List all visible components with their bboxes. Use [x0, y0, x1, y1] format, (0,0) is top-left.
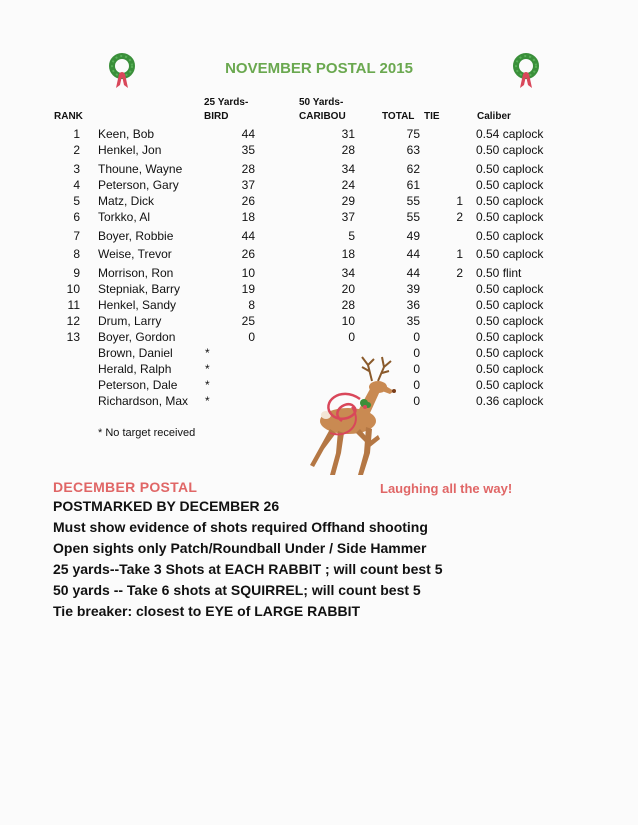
name-cell: Boyer, Robbie: [98, 229, 174, 243]
total-cell: 44: [406, 247, 420, 261]
caribou-score-cell: 31: [341, 127, 355, 141]
total-cell: 62: [406, 162, 420, 176]
rule-line-1: POSTMARKED BY DECEMBER 26: [53, 498, 280, 514]
total-cell: 0: [413, 362, 420, 376]
bird-score-cell: 37: [241, 178, 255, 192]
caliber-cell: 0.50 caplock: [476, 314, 544, 328]
total-cell: 39: [406, 282, 420, 296]
name-cell: Weise, Trevor: [98, 247, 172, 261]
rank-cell: 11: [67, 298, 80, 312]
bird-score-cell: 26: [241, 247, 255, 261]
caribou-score-cell: 37: [341, 210, 355, 224]
rank-cell: 13: [66, 330, 80, 344]
header-rank: RANK: [54, 111, 83, 122]
name-cell: Matz, Dick: [98, 194, 155, 208]
caliber-cell: 0.36 caplock: [476, 394, 544, 408]
rank-cell: 2: [73, 143, 80, 157]
rule-line-3: Open sights only Patch/Roundball Under / Side Hammer: [53, 540, 427, 556]
bird-score-cell: 10: [241, 266, 255, 280]
bird-score-cell: 35: [241, 143, 255, 157]
total-cell: 0: [413, 346, 420, 360]
name-cell: Torkko, Al: [98, 210, 151, 224]
caribou-score-cell: 20: [341, 282, 355, 296]
tie-cell: 1: [456, 194, 463, 208]
tie-cell: 1: [456, 247, 463, 261]
header-bird: BIRD: [204, 111, 229, 122]
rule-line-5: 50 yards -- Take 6 shots at SQUIRREL; will count best 5: [53, 582, 421, 598]
total-cell: 49: [406, 229, 420, 243]
caribou-score-cell: 18: [341, 247, 355, 261]
header-caribou: CARIBOU: [299, 111, 346, 122]
bird-score-cell: 19: [241, 282, 255, 296]
rank-cell: 10: [66, 282, 80, 296]
table-row: [0, 161, 638, 177]
total-cell: 63: [406, 143, 420, 157]
name-cell: Morrison, Ron: [98, 266, 174, 280]
bird-score-cell: 0: [248, 330, 255, 344]
name-cell: Henkel, Sandy: [98, 298, 177, 312]
rank-cell: 1: [73, 127, 80, 141]
total-cell: 36: [406, 298, 420, 312]
bird-score-cell: 44: [241, 127, 255, 141]
rank-cell: 6: [73, 210, 80, 224]
caliber-cell: 0.50 caplock: [476, 330, 544, 344]
table-row: [0, 329, 638, 345]
caliber-cell: 0.50 caplock: [476, 378, 544, 392]
caribou-score-cell: 28: [341, 298, 355, 312]
name-cell: Richardson, Max: [98, 394, 189, 408]
bird-score-cell: 8: [248, 298, 255, 312]
table-row: [0, 246, 638, 262]
table-row: [0, 177, 638, 193]
caliber-cell: 0.50 flint: [476, 266, 522, 280]
total-cell: 0: [413, 378, 420, 392]
table-row: [0, 297, 638, 313]
total-cell: 61: [406, 178, 420, 192]
name-cell: Herald, Ralph: [98, 362, 172, 376]
table-row: [0, 281, 638, 297]
header-total: TOTAL: [382, 111, 415, 122]
tie-cell: 2: [456, 210, 463, 224]
total-cell: 55: [406, 210, 420, 224]
bird-score-cell: 18: [241, 210, 255, 224]
table-row: [0, 313, 638, 329]
name-cell: Keen, Bob: [98, 127, 155, 141]
page-title: NOVEMBER POSTAL 2015: [225, 60, 413, 77]
rank-cell: 9: [73, 266, 80, 280]
no-target-marker: *: [205, 346, 210, 360]
reindeer-icon: [290, 355, 410, 480]
caliber-cell: 0.50 caplock: [476, 194, 544, 208]
name-cell: Boyer, Gordon: [98, 330, 176, 344]
rank-cell: 12: [66, 314, 80, 328]
rank-cell: 3: [73, 162, 80, 176]
total-cell: 75: [406, 127, 420, 141]
rank-cell: 5: [73, 194, 80, 208]
caribou-score-cell: 5: [348, 229, 355, 243]
caliber-cell: 0.50 caplock: [476, 346, 544, 360]
rank-cell: 4: [73, 178, 80, 192]
bird-score-cell: 25: [241, 314, 255, 328]
caliber-cell: 0.50 caplock: [476, 298, 544, 312]
rank-cell: 8: [73, 247, 80, 261]
total-cell: 0: [413, 330, 420, 344]
bird-score-cell: 28: [241, 162, 255, 176]
table-row: [0, 228, 638, 244]
no-target-marker: *: [205, 362, 210, 376]
rank-cell: 7: [73, 229, 80, 243]
caribou-score-cell: 10: [341, 314, 355, 328]
name-cell: Thoune, Wayne: [98, 162, 183, 176]
caribou-score-cell: 0: [348, 330, 355, 344]
footnote: * No target received: [98, 427, 196, 439]
caliber-cell: 0.50 caplock: [476, 247, 544, 261]
name-cell: Stepniak, Barry: [98, 282, 181, 296]
name-cell: Brown, Daniel: [98, 346, 173, 360]
caliber-cell: 0.50 caplock: [476, 282, 544, 296]
caliber-cell: 0.50 caplock: [476, 229, 544, 243]
caliber-cell: 0.50 caplock: [476, 362, 544, 376]
wreath-icon-left: [107, 52, 137, 92]
table-row: [0, 193, 638, 209]
total-cell: 0: [413, 394, 420, 408]
bird-score-cell: 44: [241, 229, 255, 243]
caribou-score-cell: 34: [341, 162, 355, 176]
table-row: [0, 126, 638, 142]
no-target-marker: *: [205, 378, 210, 392]
header-caribou-top: 50 Yards-: [299, 97, 344, 108]
header-bird-top: 25 Yards-: [204, 97, 249, 108]
caribou-score-cell: 29: [341, 194, 355, 208]
caliber-cell: 0.54 caplock: [476, 127, 544, 141]
rule-line-2: Must show evidence of shots required Offhand shooting: [53, 519, 428, 535]
rule-line-4: 25 yards--Take 3 Shots at EACH RABBIT ; will count best 5: [53, 561, 443, 577]
header-caliber: Caliber: [477, 111, 511, 122]
caribou-score-cell: 24: [341, 178, 355, 192]
caliber-cell: 0.50 caplock: [476, 210, 544, 224]
total-cell: 44: [406, 266, 420, 280]
name-cell: Peterson, Dale: [98, 378, 178, 392]
wreath-icon-right: [511, 52, 541, 92]
name-cell: Peterson, Gary: [98, 178, 179, 192]
rule-line-6: Tie breaker: closest to EYE of LARGE RABBIT: [53, 603, 361, 619]
header-tie: TIE: [424, 111, 440, 122]
caliber-cell: 0.50 caplock: [476, 178, 544, 192]
tagline: Laughing all the way!: [380, 481, 513, 496]
no-target-marker: *: [205, 394, 210, 408]
total-cell: 55: [406, 194, 420, 208]
table-row: [0, 142, 638, 158]
total-cell: 35: [406, 314, 420, 328]
name-cell: Henkel, Jon: [98, 143, 162, 157]
table-row: [0, 265, 638, 281]
caribou-score-cell: 34: [341, 266, 355, 280]
name-cell: Drum, Larry: [98, 314, 162, 328]
caribou-score-cell: 28: [341, 143, 355, 157]
table-row: [0, 209, 638, 225]
december-title: DECEMBER POSTAL: [53, 479, 198, 495]
caliber-cell: 0.50 caplock: [476, 143, 544, 157]
tie-cell: 2: [456, 266, 463, 280]
bird-score-cell: 26: [241, 194, 255, 208]
caliber-cell: 0.50 caplock: [476, 162, 544, 176]
